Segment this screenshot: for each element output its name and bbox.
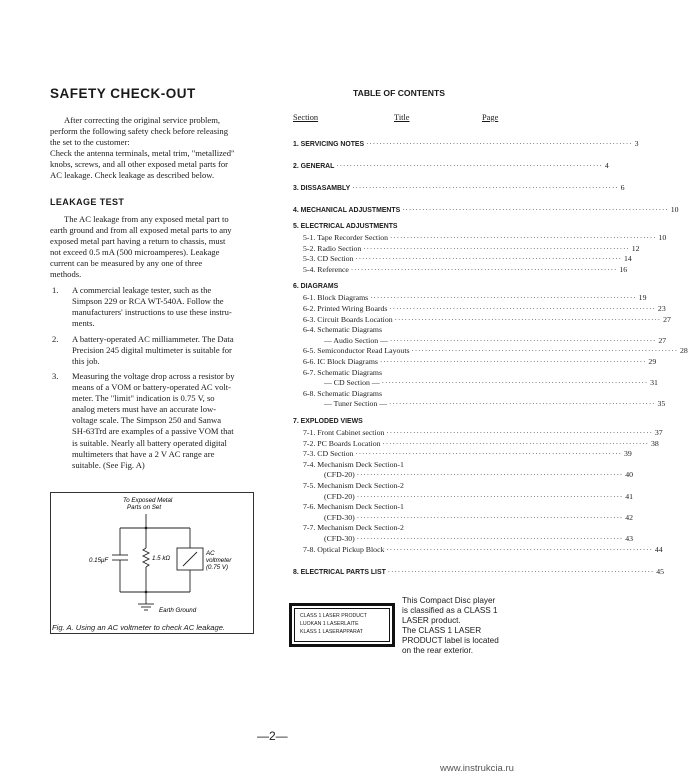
toc-page-number: 3 <box>634 139 639 148</box>
toc-entry <box>324 491 634 501</box>
resistor-label: 1.5 kΩ <box>152 555 171 562</box>
toc-leader-dots: ················································································ <box>356 535 624 543</box>
safety-checkout-title: SAFETY CHECK-OUT <box>50 86 196 101</box>
leakage-line: methods. <box>50 269 82 280</box>
leakage-line: earth ground and from all exposed metal parts to any <box>50 225 232 236</box>
toc-leader-dots: ················································································ <box>355 450 622 459</box>
toc-leader-dots: ················································································ <box>356 471 624 480</box>
toc-entry <box>303 523 499 532</box>
toc-entry-label: 6-6. IC Block Diagrams <box>303 357 378 366</box>
toc-entry <box>303 368 499 377</box>
list-item-text <box>72 285 263 329</box>
list-item-number: 2. <box>52 334 59 344</box>
figure-top-label: Parts on Set <box>127 504 162 511</box>
toc-leader-dots: ················································································ <box>386 429 653 437</box>
toc-entry <box>303 357 657 366</box>
leakage-line: The AC leakage from any exposed metal part to <box>64 214 229 224</box>
toc-leader-dots: ················································································ <box>381 379 649 388</box>
toc-entry-label: 8. ELECTRICAL PARTS LIST <box>293 569 386 577</box>
toc-entry <box>303 325 499 334</box>
intro-line: the set to the customer: <box>50 137 130 148</box>
toc-section-entry <box>293 139 639 148</box>
toc-entry-label: 4. MECHANICAL ADJUSTMENTS <box>293 207 401 214</box>
intro-line: knobs, screws, and all other exposed metal parts for <box>50 159 229 170</box>
toc-entry-label: — Tuner Section — <box>324 399 388 409</box>
toc-entry <box>303 254 632 264</box>
list-line: Measuring the voltage drop across a resistor by <box>72 371 235 381</box>
laser-notice <box>402 596 532 656</box>
toc-page-number: 16 <box>619 264 628 274</box>
toc-entry-label: 3. DISSASAMBLY <box>293 185 351 192</box>
laser-notice-line: This Compact Disc player <box>402 596 496 605</box>
toc-entry-label: (CFD-30) <box>324 534 355 543</box>
intro-paragraph <box>50 115 263 182</box>
laser-notice-line: PRODUCT label is located <box>402 636 499 645</box>
toc-page-number: 4 <box>604 161 609 170</box>
toc-leader-dots: ················································································ <box>363 244 630 253</box>
toc-leader-dots: ················································································ <box>350 265 618 274</box>
toc-leader-dots: ················································································ <box>379 358 647 366</box>
laser-label-line: LUOKAN 1 LASERLAITE <box>300 621 359 627</box>
toc-leader-dots: ················································································ <box>336 162 603 170</box>
list-item-number: 1. <box>52 285 59 295</box>
toc-page-number: 10 <box>670 205 679 214</box>
list-line: means of a VOM or battery-operated AC volt- <box>72 382 232 393</box>
toc-leader-dots: ················································································ <box>411 347 679 356</box>
toc-entry-label: 6-8. Schematic Diagrams <box>303 388 383 398</box>
toc-page-number: 37 <box>654 428 663 437</box>
toc-entry-label: 7-4. Mechanism Deck Section-1 <box>303 459 404 469</box>
toc-entry <box>303 389 499 398</box>
toc-entry-label: 5-1. Tape Recorder Section <box>303 233 389 242</box>
voltmeter-label: voltmeter <box>206 557 232 564</box>
page-number: —2— <box>257 729 288 743</box>
toc-leader-dots: ················································································ <box>356 492 624 501</box>
toc-page-number: 45 <box>656 567 665 577</box>
toc-page-number: 44 <box>654 544 663 554</box>
toc-entry <box>303 264 628 274</box>
toc-page-number: 28 <box>680 346 688 356</box>
toc-entry <box>303 428 663 437</box>
toc-column-title: Title <box>394 113 410 122</box>
list-line: Precision 245 digital multimeter is suitable for <box>72 345 232 356</box>
list-line: A commercial leakage tester, such as the <box>72 285 212 295</box>
toc-page-number: 29 <box>648 357 657 366</box>
toc-section-heading: 6. DIAGRAMS <box>293 283 339 291</box>
toc-entry <box>303 243 640 253</box>
toc-entry-label: 6-3. Circuit Boards Location <box>303 314 393 324</box>
figure-caption: Fig. A. Using an AC voltmeter to check AC leakage. <box>52 623 226 632</box>
leakage-paragraph <box>50 214 263 281</box>
toc-leader-dots: ················································································ <box>356 513 624 522</box>
toc-entry <box>303 544 663 554</box>
list-line: Simpson 229 or RCA WT-540A. Follow the <box>72 296 224 307</box>
list-line: multimeters that have a 2 V AC range are <box>72 448 215 459</box>
toc-page-number: 27 <box>658 335 667 345</box>
list-line: analog meters must have an accurate low- <box>72 404 217 415</box>
toc-entry <box>303 314 671 324</box>
intro-line: AC leakage. Check leakage as described below. <box>50 170 215 181</box>
toc-entry-label: 7-2. PC Boards Location <box>303 438 381 448</box>
leakage-line: exposed metal part having a return to chassis, must <box>50 236 226 247</box>
laser-notice-line: LASER product. <box>402 616 461 625</box>
toc-entry <box>324 399 666 409</box>
toc-page-number: 10 <box>658 233 667 242</box>
toc-entry-label: (CFD-30) <box>324 512 355 522</box>
toc-page-number: 27 <box>663 314 671 324</box>
toc-entry-label: 7-5. Mechanism Deck Section-2 <box>303 481 404 490</box>
toc-entry-label: 5-2. Radio Section <box>303 243 362 253</box>
toc-leader-dots: ················································································ <box>390 234 657 242</box>
toc-entry <box>303 293 647 303</box>
toc-section-entry <box>293 205 679 214</box>
toc-leader-dots: ················································································ <box>389 305 656 313</box>
toc-entry <box>324 512 634 522</box>
list-line: ments. <box>72 318 95 329</box>
laser-label-line: CLASS 1 LASER PRODUCT <box>300 613 367 619</box>
toc-entry-label: 5-4. Reference <box>303 264 349 274</box>
laser-label-inner <box>294 608 390 642</box>
toc-column-page: Page <box>482 113 499 122</box>
toc-entry <box>303 449 632 459</box>
toc-entry-label: — Audio Section — <box>324 335 388 345</box>
toc-section-entry <box>293 161 609 170</box>
list-item-number: 3. <box>52 371 59 381</box>
intro-line: Check the antenna terminals, metal trim, "metallized" <box>50 148 235 159</box>
toc-entry-label: 6-1. Block Diagrams <box>303 293 369 303</box>
capacitor-label: 0.15μF <box>89 557 109 564</box>
toc-leader-dots: ················································································ <box>366 140 633 148</box>
toc-entry <box>303 438 659 448</box>
toc-leader-dots: ················································································ <box>387 568 655 577</box>
toc-entry-label: 5-3. CD Section <box>303 254 354 264</box>
laser-label-line: KLASS 1 LASERAPPARAT <box>300 629 363 635</box>
toc-leader-dots: ················································································ <box>382 439 650 448</box>
toc-entry-label: 2. GENERAL <box>293 163 335 170</box>
toc-leader-dots: ················································································ <box>389 400 656 409</box>
list-line: meter. The "limit" indication is 0.75 V, so <box>72 393 215 404</box>
toc-page-number: 41 <box>625 491 634 501</box>
toc-entry-label: 7-6. Mechanism Deck Section-1 <box>303 502 404 512</box>
resistor-symbol <box>143 548 149 567</box>
toc-section-entry <box>293 183 625 192</box>
toc-page-number: 31 <box>650 378 658 388</box>
toc-leader-dots: ················································································ <box>394 315 662 324</box>
list-item-text <box>72 334 263 367</box>
toc-page-number: 39 <box>623 449 632 459</box>
intro-line: perform the following safety check before releasing <box>50 126 229 137</box>
toc-entry-label: 6-7. Schematic Diagrams <box>303 367 383 377</box>
toc-entry-label: (CFD-20) <box>324 470 355 480</box>
toc-leader-dots: ················································································ <box>402 206 669 214</box>
voltmeter-label: AC <box>206 550 215 557</box>
leakage-line: current can be measured by any one of three <box>50 258 203 269</box>
toc-entry <box>303 346 688 356</box>
toc-page-number: 12 <box>631 243 640 253</box>
toc-entry-label: 7-7. Mechanism Deck Section-2 <box>303 523 404 533</box>
toc-leader-dots: ················································································ <box>352 184 619 192</box>
watermark-url: www.instrukcia.ru <box>440 763 514 774</box>
toc-entry-label: 6-5. Semiconductor Read Layouts <box>303 346 410 356</box>
ground-label: Earth Ground <box>159 607 197 614</box>
toc-entry <box>303 233 667 242</box>
list-line: is suitable. Nearly all battery operated digital <box>72 437 227 448</box>
toc-entry <box>324 378 658 388</box>
toc-page-number: 40 <box>625 470 634 480</box>
toc-page-number: 43 <box>625 534 634 543</box>
leakage-circuit-diagram <box>50 492 254 634</box>
toc-entry <box>324 534 634 543</box>
toc-entry <box>303 304 666 313</box>
toc-entry-label: 7-1. Front Cabinet section <box>303 428 385 437</box>
toc-entry <box>303 502 499 511</box>
toc-page-number: 19 <box>638 293 647 303</box>
toc-entry <box>324 470 634 480</box>
toc-page-number: 23 <box>657 304 666 313</box>
leakage-test-heading: LEAKAGE TEST <box>50 197 125 207</box>
toc-leader-dots: ················································································ <box>355 255 622 264</box>
toc-entry-label: 6-2. Printed Wiring Boards <box>303 304 388 313</box>
laser-class-label <box>289 603 395 647</box>
toc-section-entry <box>293 567 665 577</box>
toc-page-number: 14 <box>623 254 632 264</box>
toc-entry-label: (CFD-20) <box>324 491 355 501</box>
voltmeter-label: (0.75 V) <box>206 564 229 571</box>
toc-entry-label: 6-4. Schematic Diagrams <box>303 325 383 335</box>
list-line: A battery-operated AC milliammeter. The Data <box>72 334 234 344</box>
list-line: manufacturers' instructions to use these instru- <box>72 307 232 318</box>
list-line: SH-63Trd are examples of a passive VOM that <box>72 426 234 437</box>
intro-line: After correcting the original service problem, <box>64 115 221 125</box>
toc-page-number: 38 <box>651 438 659 448</box>
toc-entry-label: 1. SERVICING NOTES <box>293 141 365 148</box>
laser-notice-line: is classified as a CLASS 1 <box>402 606 498 615</box>
toc-title: TABLE OF CONTENTS <box>353 88 445 98</box>
list-item-text <box>72 371 263 471</box>
toc-entry <box>303 460 499 469</box>
laser-notice-line: on the rear exterior. <box>402 646 473 655</box>
toc-page-number: 35 <box>657 399 666 409</box>
toc-page-number: 42 <box>625 512 634 522</box>
toc-entry <box>303 481 499 490</box>
toc-leader-dots: ················································································ <box>389 336 657 345</box>
leakage-line: not exceed 0.5 mA (500 microamperes). Leakage <box>50 247 220 258</box>
laser-notice-line: The CLASS 1 LASER <box>402 626 482 635</box>
toc-section-heading: 5. ELECTRICAL ADJUSTMENTS <box>293 223 398 230</box>
toc-leader-dots: ················································································ <box>386 545 653 554</box>
toc-section-heading: 7. EXPLODED VIEWS <box>293 418 363 425</box>
toc-page-number: 6 <box>620 183 625 192</box>
toc-column-section: Section <box>293 113 319 122</box>
toc-entry <box>324 335 667 345</box>
list-line: suitable. (See Fig. A) <box>72 459 145 470</box>
toc-entry-label: 7-3. CD Section <box>303 449 354 459</box>
toc-entry-label: 7-8. Optical Pickup Block <box>303 544 385 554</box>
toc-entry-label: — CD Section — <box>324 378 380 388</box>
list-line: this job. <box>72 356 100 367</box>
list-line: voltage scale. The Simpson 250 and Sanwa <box>72 415 222 426</box>
toc-leader-dots: ················································································ <box>370 294 637 303</box>
figure-top-label: To Exposed Metal <box>123 497 173 504</box>
